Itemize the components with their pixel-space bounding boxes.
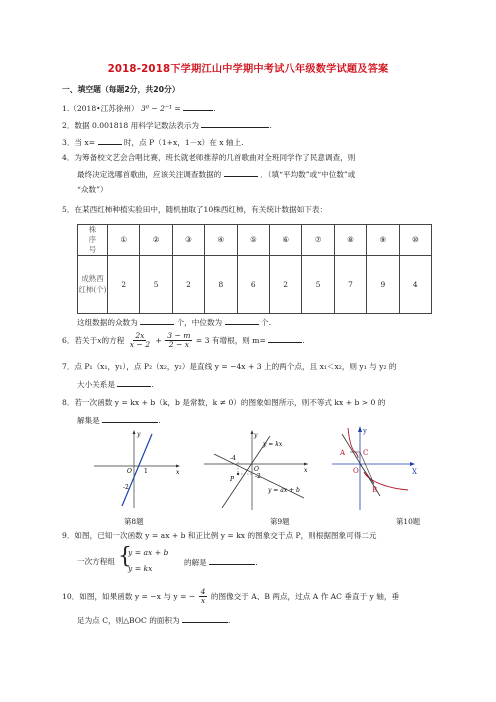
table-header-cell: 成熟西红柿(个) <box>78 255 108 313</box>
q1-end: . <box>213 104 216 113</box>
q2-text: 2．数据 0.001818 用科学记数法表示为 <box>62 121 200 130</box>
table-cell: ② <box>140 225 172 256</box>
table-cell: 2 <box>269 255 301 313</box>
table-header-cell: 株序号 <box>78 225 108 256</box>
q8-answer-blank[interactable] <box>102 414 161 425</box>
y-label: y <box>363 427 367 435</box>
label-ykx: y = kx <box>263 441 283 448</box>
table-cell: 9 <box>367 255 399 313</box>
question-9-line-2 <box>77 556 115 567</box>
q10-answer-blank[interactable] <box>182 614 231 625</box>
q10-fraction: $\frac{4}{x}$ <box>200 587 206 606</box>
y-axis-arrow-icon <box>358 426 362 432</box>
q6-text-b: 的方程 <box>101 335 125 345</box>
point-a-label: A <box>340 449 346 457</box>
table-cell: ⑥ <box>269 225 301 256</box>
origin-label: O <box>254 466 259 473</box>
table-cell: ⑧ <box>334 225 366 256</box>
system-equation-2: y = kx <box>128 564 153 573</box>
q3-answer-blank[interactable] <box>98 136 122 145</box>
table-cell: 6 <box>237 255 269 313</box>
x-axis-arrow-icon <box>410 462 415 466</box>
table-cell: ① <box>108 225 140 256</box>
q6-var: x <box>97 335 102 345</box>
figure-10-caption: 第10题 <box>396 517 421 526</box>
q1-prefix: 1.（2018•江苏徐州） <box>62 104 139 113</box>
table-cell: ⑩ <box>399 225 431 256</box>
question-5: 5．在某西红柿种植实验田中，随机抽取了10株西红柿，有关统计数据如下表： <box>62 205 328 214</box>
x-label: x <box>304 467 308 474</box>
table-cell: 2 <box>172 255 204 313</box>
table-cell: ⑦ <box>302 225 334 256</box>
question-9-tail <box>184 556 258 568</box>
question-9-line-1: 9．如图，已知一次函数 y = ax + b 和正比例 y = kx 的图象交于点 P，则根据图象可得二元 <box>62 531 377 540</box>
figure-8 <box>92 428 182 510</box>
q5-text-c: 个. <box>261 318 272 327</box>
q4-text-b: ．（填“平均数”或“中位数”或 <box>260 170 356 179</box>
q7-answer-blank[interactable] <box>117 378 154 389</box>
x-label: x <box>176 469 180 476</box>
tomato-data-table <box>77 224 432 314</box>
question-8-line-1: 8．若一次函数 y = kx + b（k，b 是常数，k ≠ 0）的图象如图所示，则不等式 kx + b > 0 的 <box>62 398 386 407</box>
q2-end: . <box>269 121 272 130</box>
q9-end: . <box>255 558 258 567</box>
q7-text-a: 大小关系是 <box>77 380 115 389</box>
question-7-line-2 <box>77 378 154 390</box>
q6-text-c: = 3 有增根，则 m= <box>195 335 266 345</box>
table-cell: 4 <box>399 255 431 313</box>
q9-text-b: 的解是 <box>184 558 207 567</box>
q5-text-a: 这组数据的众数为 <box>77 318 138 327</box>
q6-fraction-2: $\frac{3 - m}{2 - x}$ <box>167 331 191 350</box>
question-4-line-1: 4．为筹备校文艺会合唱比赛，班长就老师推荐的几首歌曲对全班同学作了民意调查，则 <box>62 153 356 162</box>
page-title: 2018-2018下学期江山中学期中考试八年级数学试题及答案 <box>107 64 389 75</box>
y-axis-arrow-icon <box>133 430 136 434</box>
segment-bo <box>360 464 374 484</box>
q6-end: . <box>302 335 305 345</box>
q5-mode-blank[interactable] <box>140 316 174 325</box>
q7-end: . <box>151 380 154 389</box>
q10-end: . <box>228 616 231 625</box>
q1-answer-blank[interactable] <box>183 102 216 113</box>
figure-9-caption: 第9题 <box>270 517 290 526</box>
table-cell: ⑤ <box>237 225 269 256</box>
q3-text: 时，点 P（1+x，1－x）在 x 轴上. <box>123 138 244 147</box>
table-cell: ③ <box>172 225 204 256</box>
label-yaxb: y = ax + b <box>268 487 300 494</box>
q10-text-c: 足为点 C，则△BOC 的面积为 <box>77 616 180 625</box>
tick-label-neg2: -2 <box>123 484 129 491</box>
q6-plus: + <box>155 335 162 345</box>
q1-expression: 3⁰ − 2⁻¹ = <box>141 104 181 113</box>
question-10-line-1 <box>62 588 399 606</box>
question-2 <box>62 119 272 131</box>
tick-label-1: 1 <box>144 468 148 475</box>
q6-fraction-1: $\frac{2x}{x - 2}$ <box>129 331 151 350</box>
y-label: y <box>137 431 141 438</box>
question-10-line-2 <box>77 614 230 626</box>
tick-label-neg2: -2 <box>255 473 261 480</box>
figure-9 <box>200 428 312 512</box>
figure-10 <box>328 424 420 514</box>
question-4-line-3: “众数”） <box>77 185 108 194</box>
q6-answer-blank[interactable] <box>268 334 305 345</box>
point-p <box>237 473 239 475</box>
question-7-line-1: 7．点 P₁（x₁，y₁），点 P₂（x₂，y₂）是直线 y = −4x + 3 上的两个点，且 x₁＜x₂，则 y₁ 与 y₂ 的 <box>62 362 397 371</box>
question-4-line-2 <box>77 168 355 180</box>
table-cell: 2 <box>108 255 140 313</box>
table-cell: 5 <box>302 255 334 313</box>
label-p: P <box>230 476 235 483</box>
table-cell: 7 <box>334 255 366 313</box>
question-3 <box>62 136 244 148</box>
question-6 <box>62 332 305 350</box>
system-brace: { <box>118 544 132 569</box>
table-cell: ⑨ <box>367 225 399 256</box>
table-cell: 5 <box>140 255 172 313</box>
q10-text-b: 的图像交于 A、B 两点，过点 A 作 AC 垂直于 y 轴，垂 <box>210 591 400 601</box>
q6-text-a: 6．若关于 <box>62 335 98 345</box>
q5-median-blank[interactable] <box>225 316 259 325</box>
hyperbola-upper-branch <box>348 428 358 458</box>
point-b-label: B <box>372 486 378 494</box>
table-cell: 8 <box>205 255 237 313</box>
section-heading: 一、填空题（每题2分，共20分） <box>62 85 180 94</box>
q4-text-a: 最终决定选哪首歌曲，应该关注调查数据的 <box>77 170 222 179</box>
y-label: y <box>254 432 258 439</box>
x-axis-arrow-icon <box>304 463 308 466</box>
origin-label: O <box>353 467 359 475</box>
q5-text-b: 个，中位数为 <box>176 318 223 327</box>
table-row <box>78 225 432 256</box>
system-equation-1: y = ax + b <box>128 548 169 557</box>
question-5-answer-line <box>77 316 271 328</box>
q9-text-a: 一次方程组 <box>77 557 115 566</box>
q8-text-a: 解集是 <box>77 416 100 425</box>
q4-answer-blank[interactable] <box>224 168 258 177</box>
tick-label-neg4: -4 <box>230 455 236 462</box>
table-row <box>78 255 432 313</box>
question-8-line-2 <box>77 414 161 426</box>
q10-text-a: 10．如图，如果函数 y = −x 与 y = − <box>62 591 196 601</box>
x-label: X <box>412 468 417 476</box>
table-cell: ④ <box>205 225 237 256</box>
q2-answer-blank[interactable] <box>201 119 272 130</box>
q8-end: . <box>158 416 161 425</box>
figure-8-caption: 第8题 <box>124 517 144 526</box>
q3-prefix: 3．当 x= <box>62 138 96 147</box>
origin-label: O <box>127 468 132 475</box>
x-axis-arrow-icon <box>176 465 180 468</box>
question-1 <box>62 102 216 114</box>
point-c-label: C <box>363 449 369 457</box>
q9-answer-blank[interactable] <box>209 556 258 567</box>
